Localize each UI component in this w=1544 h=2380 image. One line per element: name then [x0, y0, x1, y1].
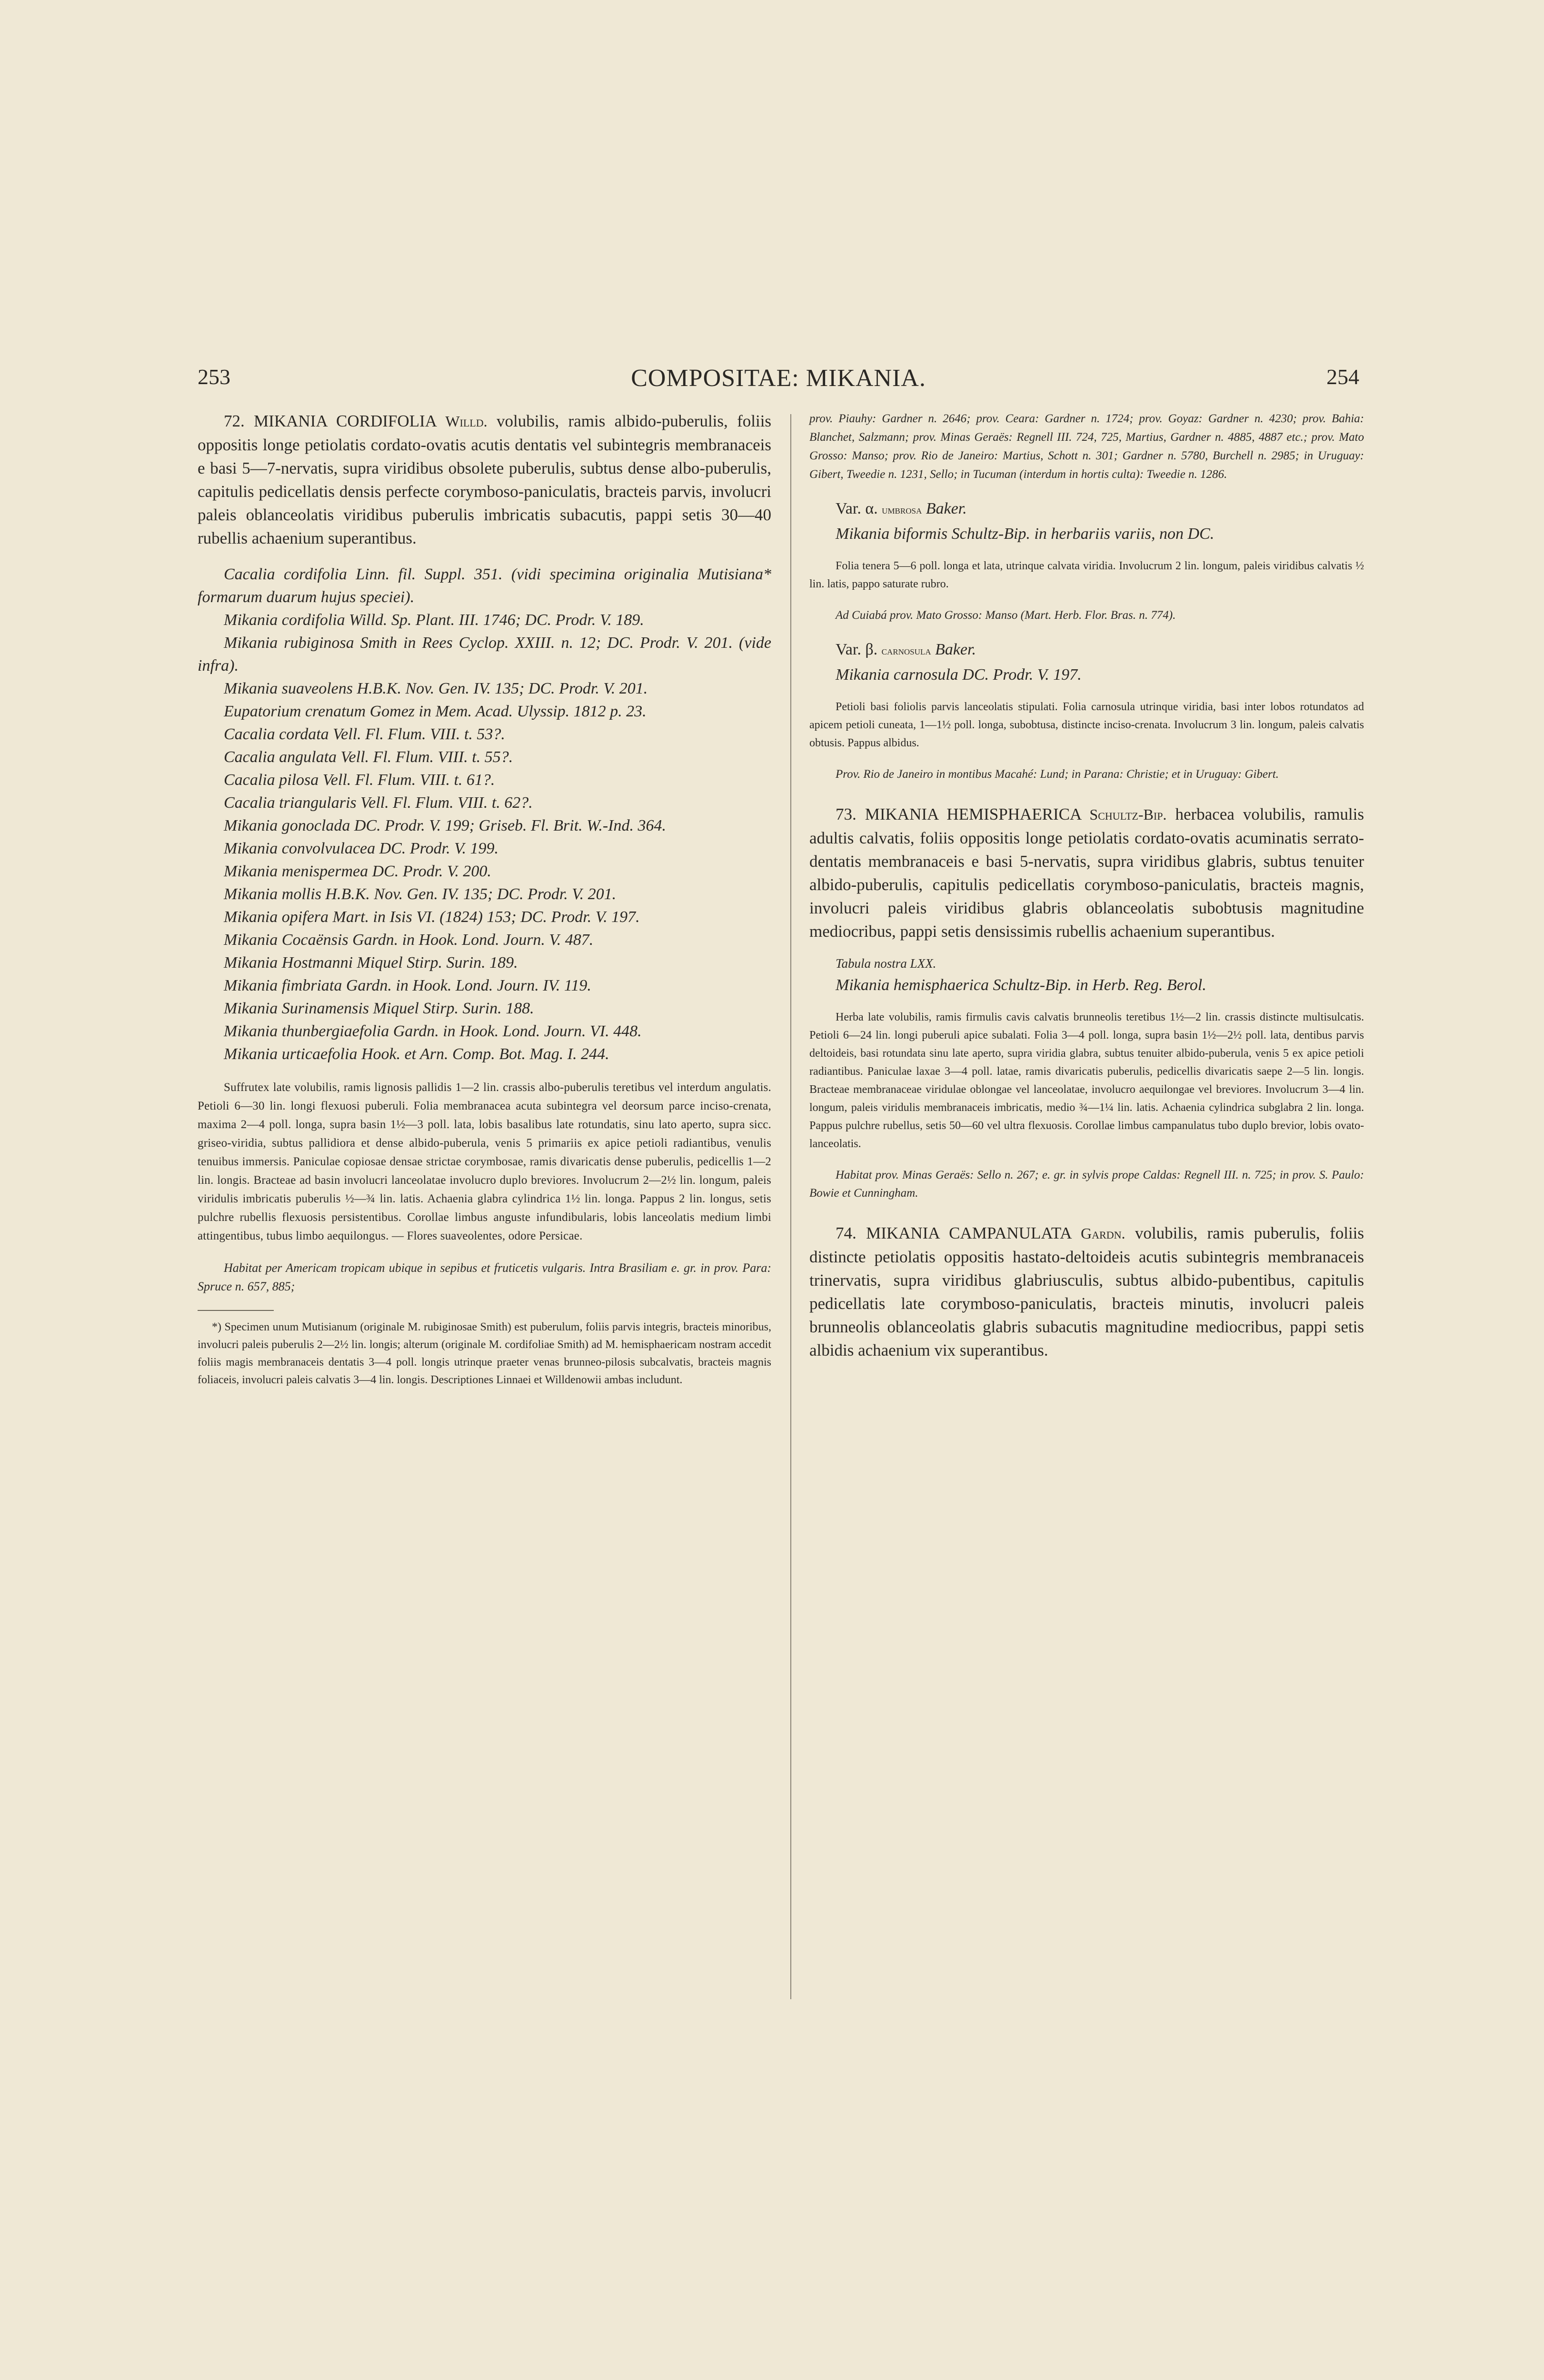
species-72-name: 72. MIKANIA CORDIFOLIA [224, 412, 437, 430]
running-header [198, 364, 1359, 397]
variety-beta-description: Petioli basi foliolis parvis lanceolatis stipulati. Folia carnosula utrinque viridia, basi inter lobos rotundatos ad apicem petioli cuneata, 1—1½ poll. longa, subobtusa, distincte inciso-crenata. Involucrum 3 lin. longum, paleis calvatis obtusis. Pappus albidus. [809, 701, 1364, 749]
synonym: Mikania menispermea DC. Prodr. V. 200. [224, 863, 491, 880]
synonym: Mikania cordifolia Willd. Sp. Plant. III. 1746; DC. Prodr. V. 189. [224, 611, 644, 629]
synonym: Mikania rubiginosa Smith in Rees Cyclop. XXIII. n. 12; DC. Prodr. V. 201. (vide infra). [198, 634, 771, 674]
variety-beta-habitat: Prov. Rio de Janeiro in montibus Macahé: Lund; in Parana: Christie; et in Uruguay: Gibert. [836, 768, 1279, 781]
synonym: Cacalia cordifolia Linn. fil. Suppl. 351. (vidi specimina originalia Mutisiana* formarum duarum hujus speciei). [198, 565, 771, 606]
synonym: Eupatorium crenatum Gomez in Mem. Acad. Ulyssip. 1812 p. 23. [224, 703, 647, 720]
synonym: Mikania thunbergiaefolia Gardn. in Hook. Lond. Journ. VI. 448. [224, 1022, 642, 1040]
species-73-habitat: Habitat prov. Minas Geraës: Sello n. 267; e. gr. in sylvis prope Caldas: Regnell III. n. 725; in prov. S. Paulo: Bowie et Cunningham. [809, 1169, 1364, 1200]
species-73-diagnosis [809, 803, 1364, 943]
variety-alpha-habitat: Ad Cuiabá prov. Mato Grosso: Manso (Mart. Herb. Flor. Bras. n. 774). [836, 609, 1176, 622]
synonym: Cacalia angulata Vell. Fl. Flum. VIII. t. 55?. [224, 748, 513, 766]
species-73-name: 73. MIKANIA HEMISPHAERICA [836, 805, 1081, 823]
plate-reference: Tabula nostra LXX. [836, 956, 936, 971]
synonym: Cacalia cordata Vell. Fl. Flum. VIII. t. 53?. [224, 725, 505, 743]
variety-beta-synonym: Mikania carnosula DC. Prodr. V. 197. [836, 666, 1082, 684]
footnote: *) Specimen unum Mutisianum (originale M. rubiginosae Smith) est puberulum, foliis parvis integris, bracteis minoribus, involucri paleis puberulis 2—2½ lin. longis; alterum (originale M. cordifoliae Smith) ad M. hemisphaericam nostram accedit foliis magis membranaceis dentatis 3—4 poll. longis utrinque praeter venas brunneo-pilosis subcalvatis, bracteis magnis foliaceis, involucri paleis calvatis 3—4 lin. longis. Descriptiones Linnaei et Willdenowii ambas includunt. [198, 1321, 771, 1386]
species-73-synonym: Mikania hemisphaerica Schultz-Bip. in Herb. Reg. Berol. [836, 976, 1206, 994]
synonym: Mikania suaveolens H.B.K. Nov. Gen. IV. 135; DC. Prodr. V. 201. [224, 680, 648, 697]
page-number-right: 254 [1326, 365, 1359, 389]
species-74-diagnosis [809, 1221, 1364, 1362]
synonym: Mikania Hostmanni Miquel Stirp. Surin. 189. [224, 954, 518, 972]
species-74-name: 74. MIKANIA CAMPANULATA [836, 1224, 1071, 1242]
species-74-text: volubilis, ramis puberulis, foliis distincte petiolatis oppositis hastato-deltoideis acutis subintegris membranaceis trinervatis, supra viridibus glabriusculis, subtus albido-pubentibus, capitulis pedicellatis late corymboso-paniculatis, bracteis minutis, involucri paleis brunneolis oblanceolatis glabris subacutis magnitudine mediocribus, pappi setis albidis achaenium vix superantibus. [809, 1224, 1365, 1359]
synonymy-list [198, 563, 771, 1066]
synonym: Mikania Surinamensis Miquel Stirp. Surin. 188. [224, 1000, 534, 1017]
synonym: Mikania opifera Mart. in Isis VI. (1824) 153; DC. Prodr. V. 197. [224, 908, 640, 926]
species-72-diagnosis [198, 409, 771, 550]
synonym: Mikania gonoclada DC. Prodr. V. 199; Griseb. Fl. Brit. W.-Ind. 364. [224, 817, 666, 834]
species-72-localities: prov. Piauhy: Gardner n. 2646; prov. Ceara: Gardner n. 1724; prov. Goyaz: Gardner n. 4230; prov. Bahia: Blanchet, Salzmann; prov. Minas Geraës: Regnell III. 724, 725, Martius, Gardner n. 4885, 4887 etc.; prov. Mato Grosso: Manso; prov. Rio de Janeiro: Martius, Schott n. 301; Gardner n. 5780, Burchell n. 2985; in Uruguay: Gibert, Tweedie n. 1231, Sello; in Tucuman (interdum in hortis culta): Tweedie n. 1286. [809, 412, 1364, 481]
synonym: Mikania mollis H.B.K. Nov. Gen. IV. 135; DC. Prodr. V. 201. [224, 885, 617, 903]
left-column [198, 409, 771, 1389]
species-72-text: volubilis, ramis albido-puberulis, foliis oppositis longe petiolatis cordato-ovatis acutis dentatis vel subintegris membranaceis e basi 5—7-nervatis, supra viridibus obsolete puberulis, subtus dense albo-puberulis, capitulis pedicellatis densis perfecte corymboso-paniculatis, bracteis parvis, involucri paleis oblanceolatis viridibus puberulis imbricatis subacutis, pappi setis 30—40 rubellis achaenium superantibus. [198, 412, 772, 547]
species-72-author: Willd. [445, 413, 488, 430]
synonym: Cacalia triangularis Vell. Fl. Flum. VIII. t. 62?. [224, 794, 533, 812]
species-73-text: herbacea volubilis, ramulis adultis calvatis, foliis oppositis longe petiolatis cordato-ovatis acuminatis serrato-dentatis membranaceis e basi 5-nervatis, supra viridibus glabris, subtus tenuiter albido-puberulis, capitulis pedicellatis corymboso-paniculatis, bracteis magnis, involucri paleis viridibus glabris oblanceolatis subobtusis magnitudine mediocribus, pappi setis densissimis rubellis achaenium superantibus. [809, 805, 1365, 941]
synonym: Mikania urticaefolia Hook. et Arn. Comp. Bot. Mag. I. 244. [224, 1045, 609, 1063]
variety-alpha-heading: Var. α. umbrosa Baker. [836, 500, 967, 517]
species-74-author: Gardn. [1081, 1225, 1126, 1242]
synonym: Mikania Cocaënsis Gardn. in Hook. Lond. Journ. V. 487. [224, 931, 594, 949]
variety-beta-heading: Var. β. carnosula Baker. [836, 641, 976, 658]
species-72-habitat: Habitat per Americam tropicam ubique in sepibus et fruticetis vulgaris. Intra Brasiliam e. gr. in prov. Para: Spruce n. 657, 885; [198, 1261, 771, 1293]
variety-alpha-synonym: Mikania biformis Schultz-Bip. in herbariis variis, non DC. [836, 525, 1215, 543]
variety-alpha-description: Folia tenera 5—6 poll. longa et lata, utrinque calvata viridia. Involucrum 2 lin. longum, paleis viridibus calvatis ½ lin. latis, pappo saturate rubro. [809, 560, 1364, 590]
species-72-description: Suffrutex late volubilis, ramis lignosis pallidis 1—2 lin. crassis albo-puberulis teretibus vel interdum angulatis. Petioli 6—30 lin. longi flexuosi puberuli. Folia membranacea acuta subintegra vel deorsum parce inciso-crenata, maxima 2—4 poll. longa, supra basin 1½—3 poll. lata, lobis basalibus late rotundatis, sinu lato aperto, supra sicc. griseo-viridia, subtus pallidiora et dense albido-puberula, venis 5 primariis ex apice petioli radiantibus, venulis tenuibus immersis. Paniculae copiosae densae strictae corymbosae, ramis divaricatis dense puberulis, pedicellis 1—2 lin. longis. Bracteae ad basin involucri lanceolatae involucro duplo breviores. Involucrum 2—2½ lin. longum, paleis viridulis imbricatis puberulis ½—¾ lin. latis. Achaenia glabra cylindrica 1½ lin. longa. Pappus 2 lin. longus, setis pulchre rubellis flexuosis persistentibus. Corollae limbus anguste infundibularis, lobis lanceolatis medium limbi attingentibus, tubus limbo aequilongus. — Flores suaveolentes, odore Persicae. [198, 1081, 771, 1242]
synonym: Mikania convolvulacea DC. Prodr. V. 199. [224, 840, 498, 857]
synonym: Cacalia pilosa Vell. Fl. Flum. VIII. t. 61?. [224, 771, 495, 789]
species-73-author: Schultz-Bip. [1089, 806, 1167, 823]
running-title: COMPOSITAE: MIKANIA. [631, 365, 926, 392]
column-divider [790, 414, 791, 1999]
right-column [809, 409, 1364, 1375]
page-number-left: 253 [198, 365, 230, 389]
footnote-rule [198, 1310, 274, 1311]
synonym: Mikania fimbriata Gardn. in Hook. Lond. Journ. IV. 119. [224, 977, 591, 994]
species-73-description: Herba late volubilis, ramis firmulis cavis calvatis brunneolis teretibus 1½—2 lin. crassis distincte multisulcatis. Petioli 6—24 lin. longi puberuli apice subalati. Folia 3—4 poll. longa, supra basin 1½—2½ poll. lata, dentibus parvis deltoideis, basi rotundata sinu late aperto, supra viridia glabra, subtus tenuiter albido-puberula, venis 5 ex apice petioli radiantibus. Paniculae laxae 3—4 poll. latae, ramis divaricatis puberulis, pedicellis divaricatis saepe 2—5 lin. longis. Bracteae membranaceae viridulae oblongae vel lanceolatae, involucro aequilongae vel breviores. Involucrum 3—4 lin. longum, paleis viridulis membranaceis imbricatis, medio ¾—1¼ lin. latis. Achaenia cylindrica subglabra 2 lin. longa. Pappus pulchre rubellus, setis 50—60 vel ultra flexuosis. Corollae limbus campanulatus tubo duplo brevior, lobis ovato-lanceolatis. [809, 1011, 1364, 1150]
